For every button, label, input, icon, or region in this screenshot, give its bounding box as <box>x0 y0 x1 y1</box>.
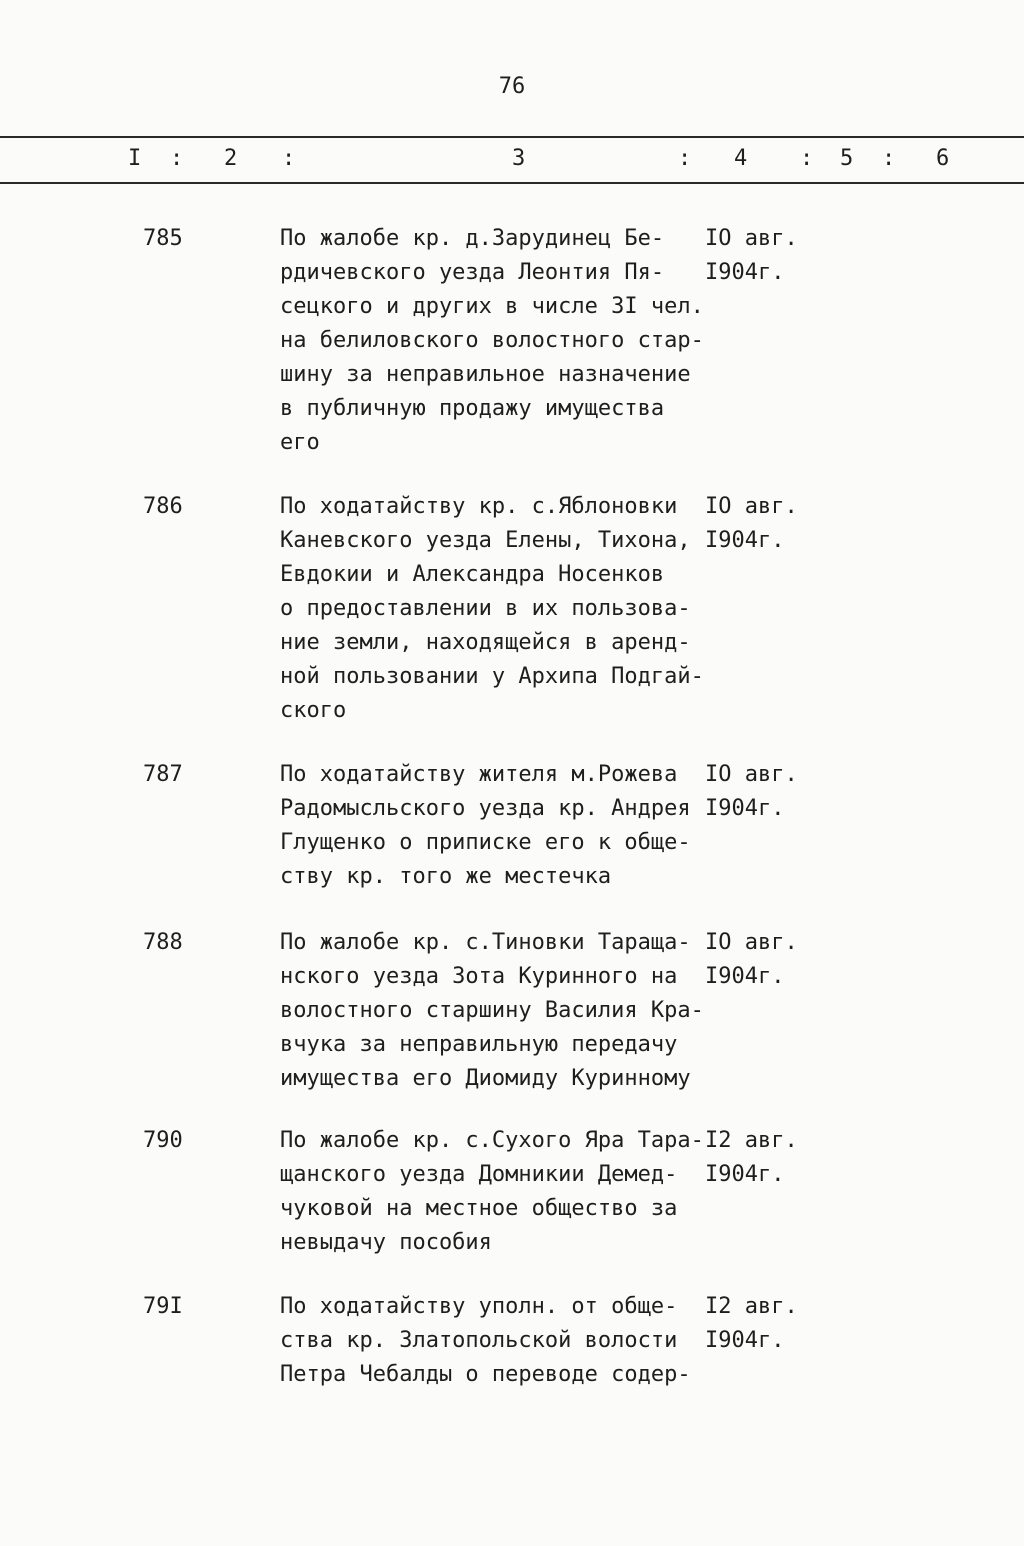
entry-date: I2 авг. I904г. <box>705 1128 798 1187</box>
column-separator: : <box>170 146 184 171</box>
entry-number: 79I <box>143 1294 183 1319</box>
entry-date: IO авг. I904г. <box>705 930 798 989</box>
column-header-1: I <box>128 146 142 171</box>
page-number: 76 <box>498 74 526 99</box>
entry-date: IO авг. I904г. <box>705 494 798 553</box>
column-separator: : <box>282 146 296 171</box>
entry-description: По ходатайству кр. с.Яблоновки Каневского уезда Елены, Тихона, Евдокии и Александра Носенков о предоставлении в их пользова- ние земли, находящейся в аренд- ной пользовании у Архипа Подгай- ского <box>280 494 704 723</box>
entry-date: IO авг. I904г. <box>705 226 798 285</box>
column-header-6: 6 <box>936 146 950 171</box>
entry-description: По ходатайству жителя м.Рожева Радомысльского уезда кр. Андрея Глущенко о приписке его к обще- ству кр. того же местечка <box>280 762 691 889</box>
entry-date: I2 авг. I904г. <box>705 1294 798 1353</box>
column-separator: : <box>678 146 692 171</box>
entry-description: По ходатайству уполн. от обще- ства кр. Златопольской волости Петра Чебалды о переводе содер- <box>280 1294 691 1387</box>
entry-date: IO авг. I904г. <box>705 762 798 821</box>
entry-number: 788 <box>143 930 183 955</box>
header-rule-top <box>0 136 1024 138</box>
column-header-3: 3 <box>512 146 526 171</box>
header-rule-bottom <box>0 182 1024 184</box>
column-header-4: 4 <box>734 146 748 171</box>
column-separator: : <box>882 146 896 171</box>
entry-description: По жалобе кр. д.Зарудинец Бе- рдичевского уезда Леонтия Пя- сецкого и других в числе 3I чел. на белиловского волостного стар- шину за неправильное назначение в публичную продажу имущества его <box>280 226 704 455</box>
entry-description: По жалобе кр. с.Сухого Яра Тара- щанского уезда Домникии Демед- чуковой на местное общество за невыдачу пособия <box>280 1128 704 1255</box>
entry-number: 785 <box>143 226 183 251</box>
entry-number: 786 <box>143 494 183 519</box>
entry-number: 787 <box>143 762 183 787</box>
entry-description: По жалобе кр. с.Тиновки Таращa- нского уезда Зота Куринного на волостного старшину Василия Кра- вчука за неправильную передачу имущества его Диомиду Куринному <box>280 930 704 1091</box>
column-header-5: 5 <box>840 146 854 171</box>
column-separator: : <box>800 146 814 171</box>
entry-number: 790 <box>143 1128 183 1153</box>
column-header-2: 2 <box>224 146 238 171</box>
